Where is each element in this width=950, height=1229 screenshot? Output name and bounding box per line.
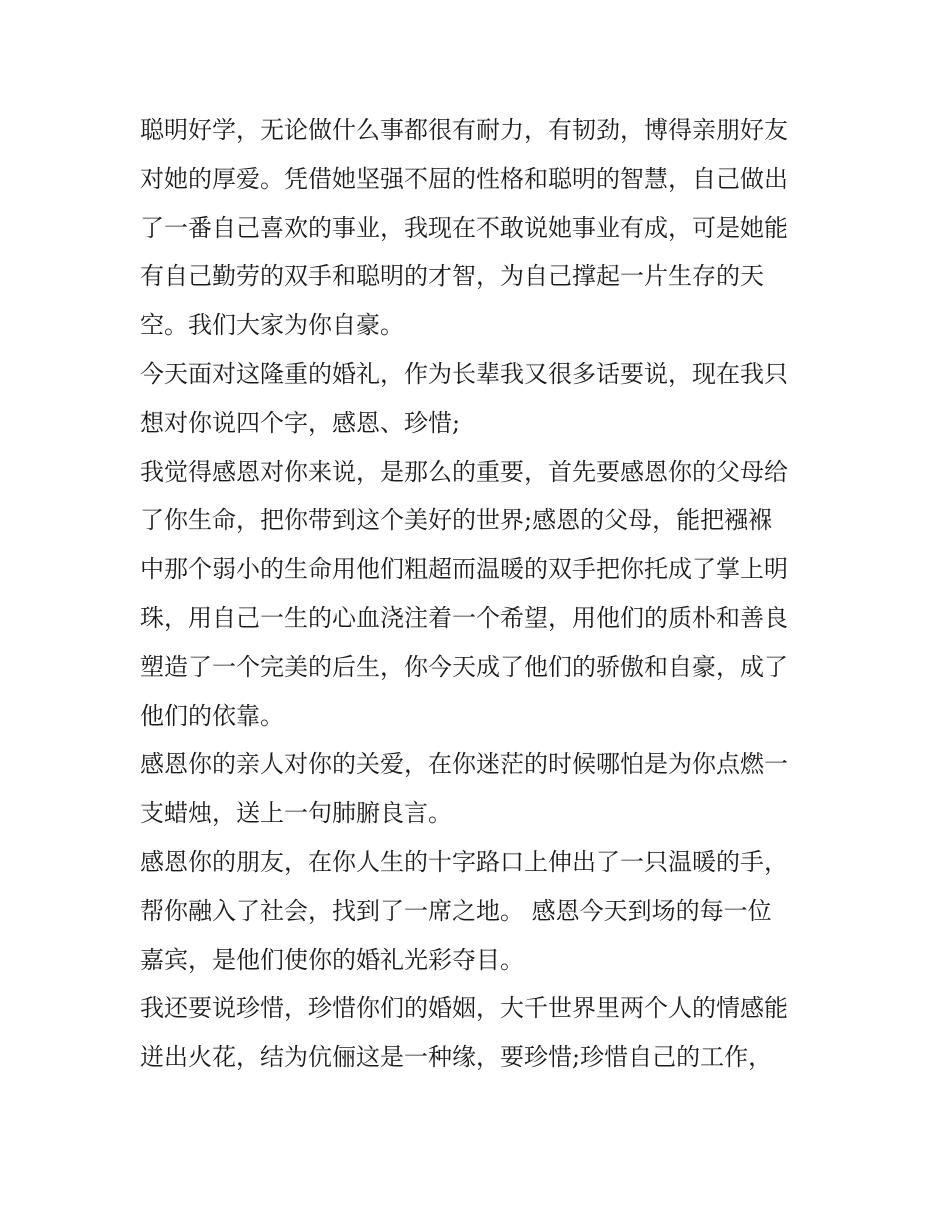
text-line: 我觉得感恩对你来说，是那么的重要，首先要感恩你的父母给 bbox=[140, 457, 788, 486]
text-line: 对她的厚爱。凭借她坚强不屈的性格和聪明的智慧，自己做出 bbox=[140, 164, 788, 193]
text-line: 迸出火花，结为伉俪这是一种缘，要珍惜;珍惜自己的工作， bbox=[140, 1043, 773, 1072]
text-line: 了你生命，把你带到这个美好的世界;感恩的父母，能把襁褓 bbox=[140, 506, 773, 535]
text-line: 塑造了一个完美的后生，你今天成了他们的骄傲和自豪，成了 bbox=[140, 652, 788, 681]
text-line: 有自己勤劳的双手和聪明的才智，为自己撑起一片生存的天 bbox=[140, 262, 764, 291]
text-line: 帮你融入了社会，找到了一席之地。 感恩今天到场的每一位 bbox=[140, 896, 772, 925]
text-line: 聪明好学，无论做什么事都很有耐力，有韧劲，博得亲朋好友 bbox=[140, 116, 788, 144]
text-line: 中那个弱小的生命用他们粗超而温暖的双手把你托成了掌上明 bbox=[140, 555, 788, 584]
text-line: 想对你说四个字，感恩、珍惜; bbox=[140, 408, 461, 437]
text-line: 我还要说珍惜，珍惜你们的婚姻，大千世界里两个人的情感能 bbox=[140, 994, 788, 1023]
text-line: 空。我们大家为你自豪。 bbox=[140, 311, 404, 340]
text-line: 感恩你的亲人对你的关爱，在你迷茫的时候哪怕是为你点燃一 bbox=[140, 750, 788, 779]
body-text bbox=[140, 106, 830, 1082]
text-line: 感恩你的朋友，在你人生的十字路口上伸出了一只温暖的手， bbox=[140, 847, 788, 876]
text-line: 他们的依靠。 bbox=[140, 701, 284, 730]
text-line: 今天面对这隆重的婚礼，作为长辈我又很多话要说，现在我只 bbox=[140, 359, 788, 388]
text-line: 嘉宾，是他们使你的婚礼光彩夺目。 bbox=[140, 945, 524, 974]
text-line: 珠，用自己一生的心血浇注着一个希望，用他们的质朴和善良 bbox=[140, 603, 788, 632]
text-line: 支蜡烛，送上一句肺腑良言。 bbox=[140, 799, 452, 828]
text-line: 了一番自己喜欢的事业，我现在不敢说她事业有成，可是她能 bbox=[140, 213, 788, 242]
